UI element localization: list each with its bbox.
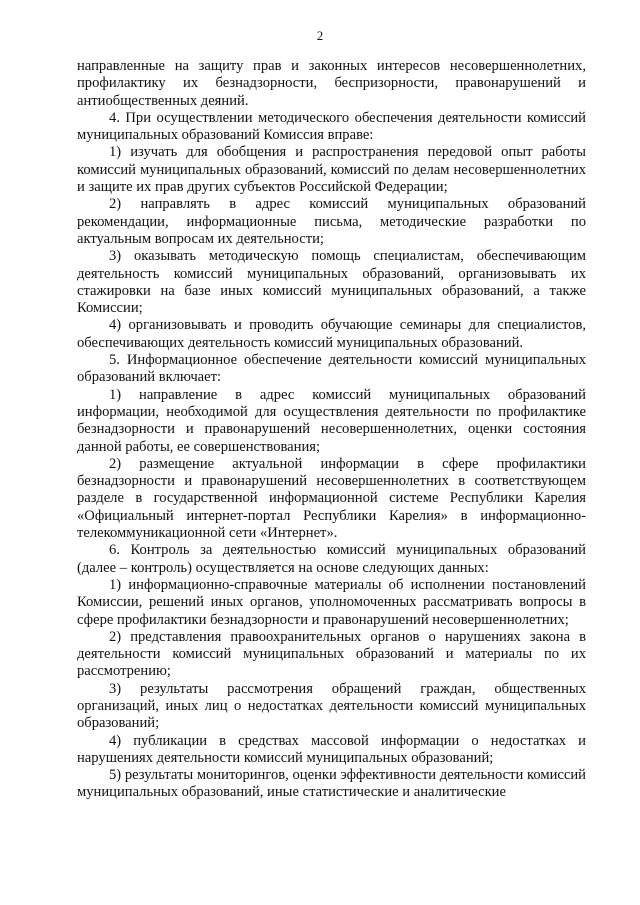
document-body <box>77 58 586 802</box>
paragraph: направленные на защиту прав и законных интересов несовершеннолетних, профилактику их безнадзорности, беспризорности, правонарушений и антиобщественных деяний. <box>77 58 586 109</box>
paragraph: 2) представления правоохранительных органов о нарушениях закона в деятельности комиссий муниципальных образований и материалы по их рассмотрению; <box>77 628 586 680</box>
paragraph: 6. Контроль за деятельностью комиссий муниципальных образований (далее – контроль) осуществляется на основе следующих данных: <box>77 542 586 576</box>
paragraph: 1) направление в адрес комиссий муниципальных образований информации, необходимой для осуществления деятельности по профилактике безнадзорности и правонарушений несовершеннолетних, оценки состояния данной работы, ее совершенствования; <box>77 386 586 455</box>
paragraph: 5) результаты мониторингов, оценки эффективности деятельности комиссий муниципальных образований, иные статистические и аналитические <box>77 767 586 801</box>
paragraph: 2) размещение актуальной информации в сфере профилактики безнадзорности и правонарушений несовершеннолетних в соответствующем разделе в государственной информационной системе Республики Карелия «Официальный интернет-портал Республики Карелия» в информационно-телекоммуникационной сети «Интернет». <box>77 455 586 542</box>
page-number: 2 <box>316 28 324 43</box>
paragraph: 4) организовывать и проводить обучающие семинары для специалистов, обеспечивающих деятельность комиссий муниципальных образований. <box>77 317 586 351</box>
paragraph: 2) направлять в адрес комиссий муниципальных образований рекомендации, информационные письма, методические разработки по актуальным вопросам их деятельности; <box>77 196 586 247</box>
paragraph: 1) информационно-справочные материалы об исполнении постановлений Комиссии, решений иных органов, уполномоченных рассматривать вопросы в сфере профилактики безнадзорности и правонарушений несовершеннолетних; <box>77 576 586 628</box>
paragraph: 4. При осуществлении методического обеспечения деятельности комиссий муниципальных образований Комиссия вправе: <box>77 109 586 144</box>
paragraph: 3) результаты рассмотрения обращений граждан, общественных организаций, иных лиц о недостатках деятельности комиссий муниципальных образований; <box>77 680 586 732</box>
paragraph: 4) публикации в средствах массовой информации о недостатках и нарушениях деятельности комиссий муниципальных образований; <box>77 732 586 766</box>
paragraph: 1) изучать для обобщения и распространения передовой опыт работы комиссий муниципальных образований, комиссий по делам несовершеннолетних и защите их прав других субъектов Российской Федерации; <box>77 144 586 196</box>
paragraph: 3) оказывать методическую помощь специалистам, обеспечивающим деятельность комиссий муниципальных образований, организовывать их стажировки на базе иных комиссий муниципальных образований, а также Комиссии; <box>77 248 586 317</box>
paragraph: 5. Информационное обеспечение деятельности комиссий муниципальных образований включает: <box>77 352 586 386</box>
